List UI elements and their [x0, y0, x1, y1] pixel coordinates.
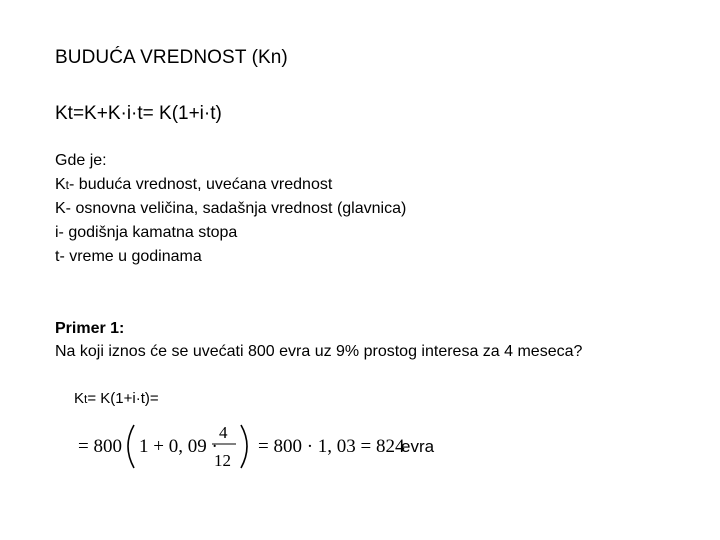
kt-description: - buduća vrednost, uvećana vrednost — [69, 176, 333, 193]
calc-unit: evra — [401, 437, 435, 456]
fraction-numerator: 4 — [219, 423, 228, 442]
setup-rest: = K(1+i·t)= — [87, 390, 159, 407]
definition-k: K- osnovna veličina, sadašnja vrednost (glavnica) — [55, 200, 407, 217]
kt-subscript: t — [65, 178, 70, 192]
calculation-equation — [78, 418, 458, 474]
definitions-intro: Gde je: — [55, 152, 107, 169]
page-title: BUDUĆA VREDNOST (Kn) — [55, 47, 288, 68]
definition-t: t- vreme u godinama — [55, 248, 202, 265]
kt-symbol: K — [55, 176, 66, 193]
left-parenthesis — [128, 425, 134, 468]
fraction-denominator: 12 — [214, 451, 231, 470]
calc-inner-sum: 1 + 0, 09 · — [139, 436, 218, 457]
setup-symbol: K — [74, 390, 85, 407]
calc-result: = 800 · 1, 03 = 824 — [258, 436, 405, 457]
main-formula: Kt=K+K·i·t= K(1+i·t) — [55, 103, 222, 124]
setup-subscript: t — [84, 392, 88, 406]
example-setup — [74, 390, 159, 407]
definitions-list — [55, 149, 406, 269]
right-parenthesis — [241, 425, 247, 468]
example-title: Primer 1: — [55, 320, 125, 337]
definition-i: i- godišnja kamatna stopa — [55, 224, 238, 241]
example-question: Na koji iznos će se uvećati 800 evra uz 9% prostog interesa za 4 meseca? — [55, 343, 583, 360]
calc-equals-800: = 800 — [78, 436, 122, 457]
definition-kt — [55, 173, 406, 197]
